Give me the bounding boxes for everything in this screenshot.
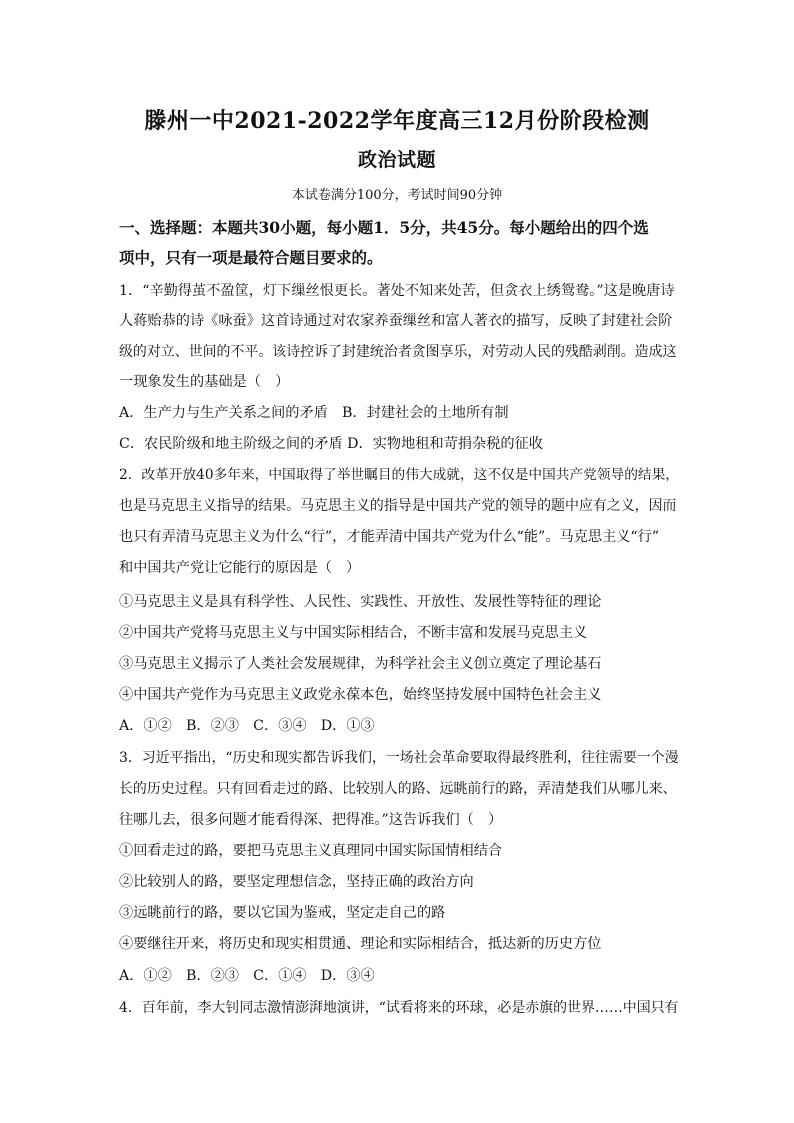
- q2-item-4: ④中国共产党作为马克思主义政党永葆本色，始终坚持发展中国特色社会主义: [119, 687, 602, 703]
- q3-options: A．①② B．②③ C．①④ D．③④: [119, 968, 375, 984]
- q2-options: A．①② B．②③ C．③④ D．①③: [119, 718, 375, 734]
- q1-option-line-2: C．农民阶级和地主阶级之间的矛盾 D．实物地租和苛捐杂税的征收: [119, 436, 543, 452]
- q1-stem-line-3: 级的对立、世间的不平。该诗控诉了封建统治者贪图享乐，对劳动人民的残酷剥削。造成这: [119, 344, 677, 360]
- q3-stem-line-2: 长的历史过程。只有回看走过的路、比较别人的路、远眺前行的路，弄清楚我们从哪儿来、: [119, 781, 677, 797]
- q4-stem-line-1: 4．百年前，李大钊同志激情澎湃地演讲，“试看将来的环球，必是赤旗的世界……中国只有: [119, 1000, 679, 1016]
- q2-item-3: ③马克思主义揭示了人类社会发展规律，为科学社会主义创立奠定了理论基石: [119, 656, 602, 672]
- section-heading-line-2: 项中，只有一项是最符合题目要求的。: [119, 248, 383, 267]
- q3-stem-line-1: 3．习近平指出，“历史和现实都告诉我们，一场社会革命要取得最终胜利，往往需要一个漫: [119, 750, 679, 766]
- section-heading-line-1: 一、选择题：本题共30小题，每小题1．5分，共45分。每小题给出的四个选: [119, 218, 649, 237]
- exam-title: 滕州一中2021-2022学年度高三12月份阶段检测: [144, 108, 650, 134]
- q2-stem-line-1: 2．改革开放40多年来，中国取得了举世瞩目的伟大成就，这不仅是中国共产党领导的结果，: [119, 467, 679, 483]
- q2-item-1: ①马克思主义是具有科学性、人民性、实践性、开放性、发展性等特征的理论: [119, 594, 602, 610]
- q2-stem-line-3: 也只有弄清马克思主义为什么“行”，才能弄清中国共产党为什么“能”。马克思主义“行”: [119, 529, 660, 545]
- q3-item-2: ②比较别人的路，要坚定理想信念，坚持正确的政治方向: [119, 874, 474, 890]
- exam-subtitle: 政治试题: [357, 149, 436, 171]
- q3-item-1: ①回看走过的路，要把马克思主义真理同中国实际国情相结合: [119, 843, 503, 859]
- q3-stem-line-3: 往哪儿去，很多问题才能看得深、把得准。”这告诉我们（ ）: [119, 812, 503, 828]
- q1-stem-line-2: 人蒋贻恭的诗《咏蚕》这首诗通过对农家养蚕缫丝和富人著衣的描写，反映了封建社会阶: [119, 313, 673, 329]
- q2-stem-line-2: 也是马克思主义指导的结果。马克思主义的指导是中国共产党的领导的题中应有之义，因而: [119, 498, 677, 514]
- q2-item-2: ②中国共产党将马克思主义与中国实际相结合，不断丰富和发展马克思主义: [119, 625, 588, 641]
- q3-item-3: ③远眺前行的路，要以它国为鉴戒，坚定走自己的路: [119, 905, 446, 921]
- q1-stem-line-4: 一现象发生的基础是（ ）: [119, 374, 290, 390]
- q2-stem-line-4: 和中国共产党让它能行的原因是（ ）: [119, 560, 361, 576]
- q1-option-line-1: A．生产力与生产关系之间的矛盾 B．封建社会的土地所有制: [119, 405, 509, 421]
- exam-note: 本试卷满分100分，考试时间90分钟: [291, 188, 503, 203]
- q3-item-4: ④要继往开来，将历史和现实相贯通、理论和实际相结合，抵达新的历史方位: [119, 936, 602, 952]
- q1-stem-line-1: 1．“辛勤得茧不盈筐，灯下缫丝恨更长。著处不知来处苦，但贪衣上绣鸳鸯。”这是晚唐诗: [119, 283, 675, 299]
